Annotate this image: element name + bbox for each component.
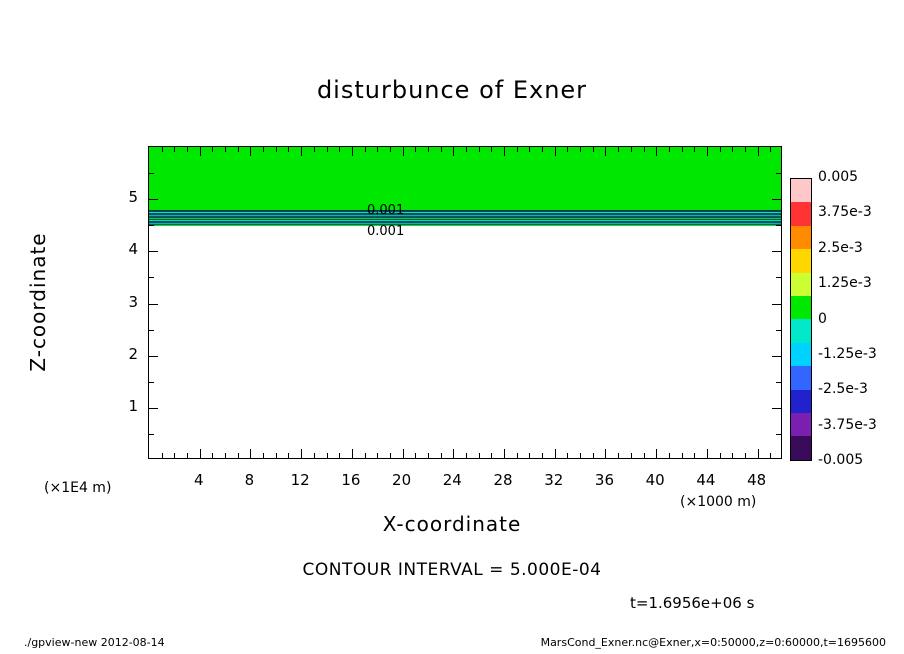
colorbar-tick-label: -3.75e-3 (818, 416, 877, 433)
colorbar-swatch (791, 226, 811, 249)
tick-mark (504, 449, 505, 458)
y-tick-label: 5 (128, 188, 138, 207)
tick-mark (428, 147, 429, 152)
tick-mark (441, 147, 442, 152)
tick-mark (466, 453, 467, 458)
colorbar-tick-label: 1.25e-3 (818, 275, 872, 292)
tick-mark (339, 147, 340, 152)
tick-mark (466, 147, 467, 152)
tick-mark (149, 330, 154, 331)
tick-mark (776, 382, 781, 383)
tick-mark (694, 453, 695, 458)
tick-mark (776, 173, 781, 174)
tick-mark (250, 147, 251, 156)
tick-mark (772, 408, 781, 409)
tick-mark (644, 147, 645, 152)
tick-mark (580, 453, 581, 458)
colorbar-tick-label: 0 (818, 310, 827, 327)
tick-mark (149, 356, 158, 357)
heatmap-band (149, 147, 781, 211)
tick-mark (390, 147, 391, 152)
tick-mark (682, 147, 683, 152)
x-tick-label: 36 (594, 471, 615, 489)
tick-mark (770, 453, 771, 458)
x-tick-label: 4 (193, 471, 204, 489)
tick-mark (669, 147, 670, 152)
colorbar-tick-label: 3.75e-3 (818, 204, 872, 221)
tick-mark (776, 330, 781, 331)
tick-mark (631, 147, 632, 152)
tick-mark (453, 449, 454, 458)
contour-interval-note: CONTOUR INTERVAL = 5.000E-04 (302, 560, 602, 580)
tick-mark (327, 147, 328, 152)
tick-mark (314, 147, 315, 152)
colorbar-swatch (791, 202, 811, 225)
tick-mark (479, 453, 480, 458)
contour-label-lower: 0.001 (367, 224, 405, 239)
tick-mark (225, 453, 226, 458)
colorbar-swatch (791, 319, 811, 342)
tick-mark (732, 147, 733, 152)
tick-mark (656, 449, 657, 458)
tick-mark (339, 453, 340, 458)
footer-left-text: ./gpview-new 2012-08-14 (24, 636, 165, 649)
tick-mark (301, 147, 302, 156)
x-tick-label: 12 (290, 471, 310, 489)
colorbar-swatch (791, 413, 811, 436)
tick-mark (162, 147, 163, 152)
tick-mark (327, 453, 328, 458)
colorbar-tick-label: -2.5e-3 (818, 381, 868, 398)
tick-mark (225, 147, 226, 152)
tick-mark (238, 147, 239, 152)
tick-mark (772, 199, 781, 200)
tick-mark (403, 147, 404, 156)
tick-mark (288, 147, 289, 152)
tick-mark (529, 453, 530, 458)
tick-mark (174, 453, 175, 458)
colorbar-tick-label: -1.25e-3 (818, 345, 877, 362)
tick-mark (720, 147, 721, 152)
tick-mark (453, 147, 454, 156)
tick-mark (238, 453, 239, 458)
colorbar-swatch (791, 273, 811, 296)
tick-mark (276, 147, 277, 152)
y-axis-unit: (×1E4 m) (44, 480, 112, 496)
tick-mark (263, 147, 264, 152)
x-tick-label: 16 (341, 471, 361, 489)
colorbar-swatch (791, 390, 811, 413)
tick-mark (772, 304, 781, 305)
y-axis-title: Z-coordinate (26, 232, 50, 372)
tick-mark (772, 356, 781, 357)
tick-mark (212, 453, 213, 458)
tick-mark (656, 147, 657, 156)
colorbar-swatch (791, 249, 811, 272)
tick-mark (605, 449, 606, 458)
tick-mark (377, 147, 378, 152)
colorbar-swatch (791, 179, 811, 202)
x-tick-label: 32 (544, 471, 564, 489)
x-tick-label: 20 (392, 471, 412, 489)
tick-mark (149, 173, 154, 174)
footer-right-text: MarsCond_Exner.nc@Exner,x=0:50000,z=0:60000,t=1695600 (540, 636, 886, 649)
tick-mark (605, 147, 606, 156)
tick-mark (707, 147, 708, 156)
tick-mark (555, 147, 556, 156)
tick-mark (314, 453, 315, 458)
tick-mark (200, 449, 201, 458)
tick-mark (263, 453, 264, 458)
tick-mark (174, 147, 175, 152)
page-title: disturbunce of Exner (316, 76, 588, 104)
tick-mark (162, 453, 163, 458)
tick-mark (542, 147, 543, 152)
tick-mark (707, 449, 708, 458)
x-tick-label: 8 (244, 471, 255, 489)
tick-mark (415, 453, 416, 458)
tick-mark (149, 251, 158, 252)
tick-mark (758, 147, 759, 156)
colorbar-tick-label: 0.005 (818, 169, 859, 185)
tick-mark (377, 453, 378, 458)
tick-mark (288, 453, 289, 458)
tick-mark (276, 453, 277, 458)
tick-mark (644, 453, 645, 458)
tick-mark (415, 147, 416, 152)
tick-mark (428, 453, 429, 458)
tick-mark (758, 449, 759, 458)
tick-mark (149, 225, 154, 226)
tick-mark (390, 453, 391, 458)
x-tick-label: 44 (696, 471, 716, 489)
x-tick-label: 28 (493, 471, 513, 489)
x-axis-unit: (×1000 m) (680, 494, 757, 510)
tick-mark (212, 147, 213, 152)
tick-mark (149, 408, 158, 409)
tick-mark (187, 453, 188, 458)
tick-mark (745, 147, 746, 152)
colorbar (790, 178, 812, 461)
tick-mark (517, 453, 518, 458)
y-tick-label: 4 (128, 240, 138, 259)
tick-mark (669, 453, 670, 458)
tick-mark (529, 147, 530, 152)
tick-mark (149, 382, 154, 383)
contour-line (149, 224, 781, 225)
colorbar-tick-label: -0.005 (818, 452, 864, 468)
tick-mark (200, 147, 201, 156)
tick-mark (593, 147, 594, 152)
tick-mark (517, 147, 518, 152)
tick-mark (618, 453, 619, 458)
tick-mark (479, 147, 480, 152)
contour-label-upper: 0.001 (367, 203, 405, 218)
tick-mark (441, 453, 442, 458)
colorbar-swatch (791, 366, 811, 389)
x-tick-label: 24 (442, 471, 462, 489)
tick-mark (250, 449, 251, 458)
tick-mark (365, 147, 366, 152)
tick-mark (352, 449, 353, 458)
contour-stripe (149, 225, 781, 226)
tick-mark (776, 277, 781, 278)
tick-mark (149, 304, 158, 305)
tick-mark (352, 147, 353, 156)
tick-mark (555, 449, 556, 458)
tick-mark (593, 453, 594, 458)
tick-mark (187, 147, 188, 152)
tick-mark (504, 147, 505, 156)
tick-mark (618, 147, 619, 152)
tick-mark (567, 453, 568, 458)
tick-mark (682, 453, 683, 458)
tick-mark (301, 449, 302, 458)
colorbar-swatch (791, 343, 811, 366)
y-tick-label: 3 (128, 292, 138, 311)
colorbar-swatch (791, 296, 811, 319)
x-tick-label: 40 (645, 471, 665, 489)
tick-mark (491, 147, 492, 152)
tick-mark (694, 147, 695, 152)
tick-mark (365, 453, 366, 458)
x-tick-label: 48 (747, 471, 767, 489)
tick-mark (631, 453, 632, 458)
tick-mark (776, 225, 781, 226)
colorbar-tick-label: 2.5e-3 (818, 239, 863, 256)
x-axis-title: X-coordinate (382, 512, 522, 536)
y-tick-label: 2 (128, 344, 138, 363)
y-tick-label: 1 (128, 396, 138, 415)
tick-mark (720, 453, 721, 458)
tick-mark (772, 251, 781, 252)
tick-mark (149, 199, 158, 200)
tick-mark (776, 434, 781, 435)
tick-mark (149, 434, 154, 435)
colorbar-swatch (791, 436, 811, 459)
tick-mark (567, 147, 568, 152)
time-stamp-label: t=1.6956e+06 s (630, 594, 755, 612)
tick-mark (491, 453, 492, 458)
tick-mark (149, 277, 154, 278)
tick-mark (542, 453, 543, 458)
tick-mark (770, 147, 771, 152)
tick-mark (580, 147, 581, 152)
tick-mark (745, 453, 746, 458)
tick-mark (732, 453, 733, 458)
tick-mark (403, 449, 404, 458)
plot-area (148, 146, 782, 459)
